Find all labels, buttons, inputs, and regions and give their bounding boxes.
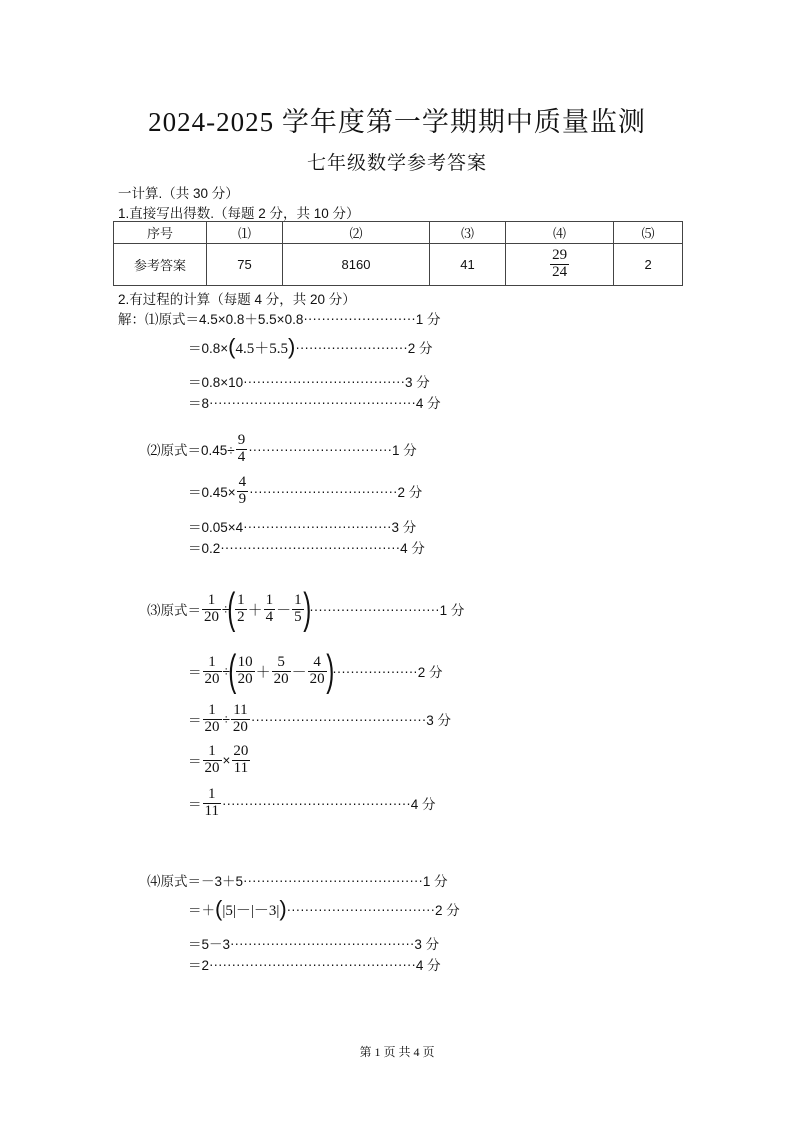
q3-line3: ＝ $\frac{1}{20}$ ÷ $\frac{11}{20}$ ······································· 3 分 bbox=[188, 702, 452, 735]
table-answer-5: 2 bbox=[614, 244, 683, 286]
fraction: $\frac{20}{11}$ bbox=[233, 743, 249, 776]
fraction: $\frac{4}{9}$ bbox=[238, 474, 247, 507]
table-header-row bbox=[114, 222, 683, 244]
q3-line4: ＝ $\frac{1}{20}$ × $\frac{20}{11}$ bbox=[188, 743, 249, 776]
fraction: $\frac{9}{4}$ bbox=[237, 432, 246, 465]
q3-line1: ⑶原式＝ $\frac{1}{20}$ ÷ ( $\frac{1}{2}$ ＋ $\frac{1}{4}$ － $\frac{1}{5}$ ) ····························· 1 分 bbox=[147, 584, 465, 633]
page-footer: 第 1 页 共 4 页 bbox=[359, 1045, 435, 1059]
fraction: $\frac{5}{20}$ bbox=[273, 653, 289, 687]
table-answer-4 bbox=[506, 244, 614, 286]
leader-dots: ·········································· bbox=[221, 795, 411, 811]
answer-table bbox=[113, 221, 683, 286]
q1-line2: ＝0.8× ( 4.5＋5.5 ) ························· 2 分 bbox=[188, 334, 433, 359]
section-heading: 一计算.（共 30 分） bbox=[118, 186, 239, 201]
fraction-29-24: $\frac{29}{24}$ bbox=[552, 247, 568, 280]
table-answer-row bbox=[114, 244, 683, 286]
q4-line3: ＝5－3 ········································· 3 分 bbox=[188, 935, 440, 952]
table-answer-2: 8160 bbox=[283, 244, 430, 286]
q1-line1: 解：⑴原式＝4.5×0.8＋5.5×0.8 ························· 1 分 bbox=[118, 310, 441, 327]
q2-line1: ⑵原式＝0.45÷ $\frac{9}{4}$ ································ 1 分 bbox=[147, 432, 417, 465]
leader-dots: ······································· bbox=[250, 711, 427, 727]
fraction: $\frac{1}{2}$ bbox=[237, 591, 245, 625]
leader-dots: ··················· bbox=[332, 663, 418, 679]
table-answer-1: 75 bbox=[207, 244, 283, 286]
leader-dots: ································· bbox=[249, 483, 398, 499]
leader-dots: ·············································· bbox=[209, 956, 416, 972]
fraction: $\frac{4}{20}$ bbox=[309, 653, 325, 687]
part2-heading: 2.有过程的计算（每题 4 分，共 20 分） bbox=[118, 292, 356, 307]
leader-dots: ························· bbox=[303, 310, 416, 326]
table-col-2: ⑵ bbox=[283, 222, 430, 244]
fraction: $\frac{1}{20}$ bbox=[204, 653, 220, 687]
q3-line5: ＝ $\frac{1}{11}$ ·········································· 4 分 bbox=[188, 786, 436, 819]
fraction: $\frac{1}{4}$ bbox=[265, 591, 274, 625]
leader-dots: ································ bbox=[248, 441, 393, 457]
fraction: $\frac{1}{20}$ bbox=[204, 743, 220, 776]
table-col-1: ⑴ bbox=[207, 222, 283, 244]
q2-line3: ＝0.05×4 ································· 3 分 bbox=[188, 518, 417, 535]
table-col-3: ⑶ bbox=[430, 222, 506, 244]
leader-dots: ································· bbox=[243, 518, 392, 534]
leader-dots: ········································· bbox=[230, 935, 415, 951]
leader-dots: ····························· bbox=[309, 601, 440, 617]
table-col-5: ⑸ bbox=[614, 222, 683, 244]
q1-line4: ＝8 ·············································· 4 分 bbox=[188, 394, 441, 411]
page-title: 2024-2025 学年度第一学期期中质量监测 bbox=[148, 107, 646, 137]
leader-dots: ········································ bbox=[243, 872, 423, 888]
leader-dots: ························· bbox=[295, 339, 408, 355]
q4-line2: ＝＋ ( |5|－|－3| ) ································· 2 分 bbox=[188, 896, 460, 921]
table-header-label: 序号 bbox=[114, 222, 207, 244]
part1-heading: 1.直接写出得数.（每题 2 分，共 10 分） bbox=[118, 206, 360, 221]
table-answer-3: 41 bbox=[430, 244, 506, 286]
q1-line3: ＝0.8×10 ···································· 3 分 bbox=[188, 373, 430, 390]
fraction: $\frac{1}{20}$ bbox=[204, 702, 220, 735]
fraction: $\frac{10}{20}$ bbox=[237, 653, 253, 687]
leader-dots: ·············································· bbox=[209, 394, 416, 410]
q4-line4: ＝2 ·············································· 4 分 bbox=[188, 956, 441, 973]
page-subtitle: 七年级数学参考答案 bbox=[306, 153, 487, 174]
fraction: $\frac{11}{20}$ bbox=[232, 702, 248, 735]
leader-dots: ···································· bbox=[243, 373, 406, 389]
q3-line2: ＝ $\frac{1}{20}$ ÷ ( $\frac{10}{20}$ ＋ $\frac{5}{20}$ － $\frac{4}{20}$ ) ··················· 2 分 bbox=[188, 646, 443, 695]
q2-line2: ＝0.45× $\frac{4}{9}$ ································· 2 分 bbox=[188, 474, 423, 507]
fraction: $\frac{1}{11}$ bbox=[204, 786, 219, 819]
leader-dots: ········································ bbox=[220, 539, 401, 555]
fraction: $\frac{1}{5}$ bbox=[294, 591, 302, 625]
table-answer-label: 参考答案 bbox=[114, 244, 207, 286]
fraction: $\frac{1}{20}$ bbox=[204, 591, 219, 625]
table-col-4: ⑷ bbox=[506, 222, 614, 244]
q4-line1: ⑷原式＝－3＋5 ········································ 1 分 bbox=[147, 872, 448, 889]
leader-dots: ································· bbox=[286, 901, 436, 917]
q2-line4: ＝0.2 ········································ 4 分 bbox=[188, 539, 425, 556]
